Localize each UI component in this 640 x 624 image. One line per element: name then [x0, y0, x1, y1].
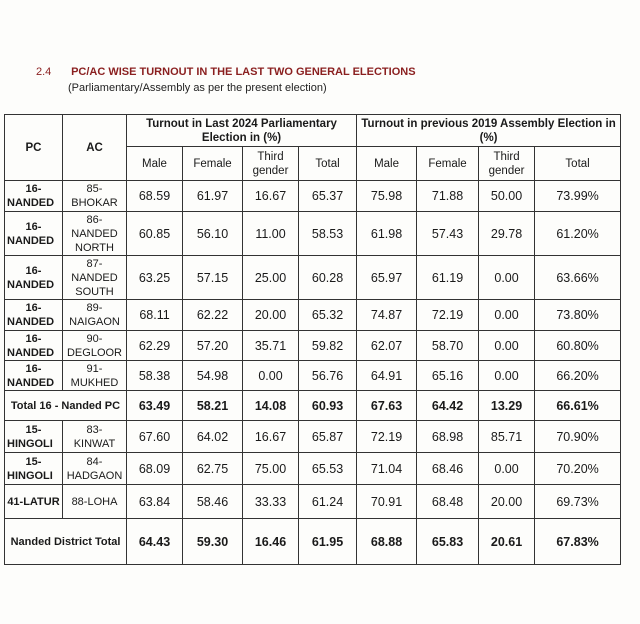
table-row — [5, 485, 621, 519]
value-cell: 74.87 — [357, 300, 417, 331]
total-value-cell: 67.63 — [357, 391, 417, 421]
value-cell: 0.00 — [479, 331, 535, 361]
ac-line: SOUTH — [75, 285, 114, 298]
header-ac: AC — [63, 115, 127, 181]
total-nanded-row — [5, 391, 621, 421]
value-cell: 71.88 — [417, 181, 479, 212]
table-row — [5, 361, 621, 391]
pc-name: NANDED — [7, 346, 55, 359]
value-cell: 68.46 — [417, 453, 479, 485]
value-cell: 85.71 — [479, 421, 535, 453]
ac-cell — [63, 361, 127, 391]
value-cell: 70.90% — [535, 421, 621, 453]
subheader-2024-total: Total — [299, 147, 357, 181]
table-row — [5, 212, 621, 256]
ac-line: MUKHED — [70, 376, 119, 389]
ac-line: NAIGAON — [69, 316, 120, 328]
ac-cell — [63, 421, 127, 453]
value-cell: 69.73% — [535, 485, 621, 519]
total-value-cell: 61.95 — [299, 519, 357, 565]
table-row — [5, 331, 621, 361]
value-cell: 59.82 — [299, 331, 357, 361]
value-cell: 62.75 — [183, 453, 243, 485]
value-cell: 50.00 — [479, 181, 535, 212]
value-cell: 71.04 — [357, 453, 417, 485]
total-value-cell: 67.83% — [535, 519, 621, 565]
ac-cell — [63, 453, 127, 485]
value-cell: 56.10 — [183, 212, 243, 256]
pc-cell — [5, 485, 63, 519]
pc-cell — [5, 453, 63, 485]
total-value-cell: 68.88 — [357, 519, 417, 565]
pc-cell — [5, 256, 63, 300]
value-cell: 68.59 — [127, 181, 183, 212]
district-total-row — [5, 519, 621, 565]
table-row — [5, 181, 621, 212]
value-cell: 68.09 — [127, 453, 183, 485]
ac-line: 88-LOHA — [71, 495, 118, 508]
ac-line: 90- — [86, 332, 103, 345]
turnout-table — [4, 114, 621, 565]
ac-line: 91- — [86, 362, 103, 375]
value-cell: 68.48 — [417, 485, 479, 519]
header-2019-group: Turnout in previous 2019 Assembly Election in (%) — [357, 115, 621, 147]
value-cell: 62.29 — [127, 331, 183, 361]
value-cell: 75.98 — [357, 181, 417, 212]
ac-line: NANDED — [71, 227, 118, 240]
value-cell: 16.67 — [243, 421, 299, 453]
pc-name: HINGOLI — [7, 469, 53, 482]
ac-line: 89- — [86, 302, 103, 314]
value-cell: 33.33 — [243, 485, 299, 519]
ac-cell — [63, 331, 127, 361]
pc-cell — [5, 421, 63, 453]
value-cell: 61.24 — [299, 485, 357, 519]
value-cell: 72.19 — [417, 300, 479, 331]
value-cell: 60.28 — [299, 256, 357, 300]
pc-code: 16- — [25, 264, 42, 277]
value-cell: 65.37 — [299, 181, 357, 212]
value-cell: 58.53 — [299, 212, 357, 256]
ac-cell — [63, 485, 127, 519]
value-cell: 20.00 — [243, 300, 299, 331]
value-cell: 58.38 — [127, 361, 183, 391]
value-cell: 0.00 — [479, 300, 535, 331]
pc-code: 16- — [25, 220, 42, 233]
value-cell: 73.99% — [535, 181, 621, 212]
total-value-cell: 14.08 — [243, 391, 299, 421]
total-value-cell: 60.93 — [299, 391, 357, 421]
value-cell: 61.19 — [417, 256, 479, 300]
value-cell: 16.67 — [243, 181, 299, 212]
total-value-cell: 13.29 — [479, 391, 535, 421]
pc-name: NANDED — [7, 234, 55, 247]
ac-cell — [63, 212, 127, 256]
total-label: Nanded District Total — [5, 519, 127, 565]
ac-line: HADGAON — [66, 469, 123, 482]
value-cell: 11.00 — [243, 212, 299, 256]
value-cell: 65.32 — [299, 300, 357, 331]
pc-name: HINGOLI — [7, 437, 53, 450]
value-cell: 65.16 — [417, 361, 479, 391]
value-cell: 0.00 — [479, 453, 535, 485]
subheader-2024-male: Male — [127, 147, 183, 181]
ac-line: KINWAT — [73, 437, 116, 450]
subheader-2019-male: Male — [357, 147, 417, 181]
value-cell: 58.70 — [417, 331, 479, 361]
value-cell: 70.20% — [535, 453, 621, 485]
value-cell: 60.85 — [127, 212, 183, 256]
value-cell: 73.80% — [535, 300, 621, 331]
header-2024-group: Turnout in Last 2024 Parliamentary Election in (%) — [127, 115, 357, 147]
value-cell: 0.00 — [243, 361, 299, 391]
section-heading — [36, 66, 416, 78]
value-cell: 75.00 — [243, 453, 299, 485]
pc-cell — [5, 212, 63, 256]
value-cell: 35.71 — [243, 331, 299, 361]
table-row — [5, 300, 621, 331]
value-cell: 0.00 — [479, 256, 535, 300]
value-cell: 61.20% — [535, 212, 621, 256]
pc-cell — [5, 331, 63, 361]
ac-cell — [63, 300, 127, 331]
table-row — [5, 453, 621, 485]
ac-line: 87- — [86, 257, 103, 270]
ac-line: NORTH — [75, 241, 114, 254]
subheader-2019-female: Female — [417, 147, 479, 181]
pc-cell — [5, 300, 63, 331]
value-cell: 54.98 — [183, 361, 243, 391]
pc-code: 15- — [25, 455, 42, 468]
total-value-cell: 63.49 — [127, 391, 183, 421]
pc-code: 16- — [25, 362, 42, 375]
section-title: PC/AC WISE TURNOUT IN THE LAST TWO GENERAL ELECTIONS — [71, 66, 416, 78]
ac-line: NANDED — [71, 271, 118, 284]
value-cell: 68.11 — [127, 300, 183, 331]
pc-code: 16- — [25, 183, 42, 195]
value-cell: 64.02 — [183, 421, 243, 453]
value-cell: 25.00 — [243, 256, 299, 300]
pc-cell — [5, 181, 63, 212]
value-cell: 65.87 — [299, 421, 357, 453]
value-cell: 0.00 — [479, 361, 535, 391]
total-value-cell: 66.61% — [535, 391, 621, 421]
pc-code: 15- — [25, 423, 42, 436]
total-value-cell: 58.21 — [183, 391, 243, 421]
subheader-2019-total: Total — [535, 147, 621, 181]
pc-code: 41-LATUR — [7, 495, 60, 508]
value-cell: 68.98 — [417, 421, 479, 453]
value-cell: 63.25 — [127, 256, 183, 300]
value-cell: 58.46 — [183, 485, 243, 519]
value-cell: 64.91 — [357, 361, 417, 391]
value-cell: 66.20% — [535, 361, 621, 391]
total-value-cell: 20.61 — [479, 519, 535, 565]
total-value-cell: 16.46 — [243, 519, 299, 565]
ac-line: 83- — [86, 423, 103, 436]
value-cell: 62.07 — [357, 331, 417, 361]
pc-code: 16- — [25, 332, 42, 345]
total-value-cell: 64.43 — [127, 519, 183, 565]
section-number: 2.4 — [36, 66, 52, 78]
section-subtitle: (Parliamentary/Assembly as per the present election) — [68, 82, 327, 94]
value-cell: 61.98 — [357, 212, 417, 256]
ac-line: 84- — [86, 455, 103, 468]
value-cell: 70.91 — [357, 485, 417, 519]
value-cell: 62.22 — [183, 300, 243, 331]
ac-cell — [63, 256, 127, 300]
value-cell: 56.76 — [299, 361, 357, 391]
pc-name: NANDED — [7, 197, 55, 209]
value-cell: 63.84 — [127, 485, 183, 519]
ac-line: BHOKAR — [71, 197, 118, 209]
ac-line: 85- — [86, 183, 103, 195]
value-cell: 61.97 — [183, 181, 243, 212]
pc-name: NANDED — [7, 278, 55, 291]
value-cell: 65.97 — [357, 256, 417, 300]
ac-line: 86- — [86, 213, 103, 226]
ac-line: DEGLOOR — [66, 346, 122, 359]
value-cell: 72.19 — [357, 421, 417, 453]
table-row — [5, 421, 621, 453]
value-cell: 67.60 — [127, 421, 183, 453]
header-pc: PC — [5, 115, 63, 181]
table-row — [5, 256, 621, 300]
value-cell: 65.53 — [299, 453, 357, 485]
pc-name: NANDED — [7, 316, 55, 328]
value-cell: 57.15 — [183, 256, 243, 300]
subheader-2024-female: Female — [183, 147, 243, 181]
subheader-2024-third-gender: Third gender — [243, 147, 299, 181]
value-cell: 20.00 — [479, 485, 535, 519]
subheader-2019-third-gender: Third gender — [479, 147, 535, 181]
total-value-cell: 64.42 — [417, 391, 479, 421]
value-cell: 60.80% — [535, 331, 621, 361]
value-cell: 57.43 — [417, 212, 479, 256]
total-label: Total 16 - Nanded PC — [5, 391, 127, 421]
pc-code: 16- — [25, 302, 42, 314]
total-value-cell: 59.30 — [183, 519, 243, 565]
value-cell: 57.20 — [183, 331, 243, 361]
value-cell: 29.78 — [479, 212, 535, 256]
ac-cell — [63, 181, 127, 212]
pc-name: NANDED — [7, 376, 55, 389]
value-cell: 63.66% — [535, 256, 621, 300]
total-value-cell: 65.83 — [417, 519, 479, 565]
pc-cell — [5, 361, 63, 391]
